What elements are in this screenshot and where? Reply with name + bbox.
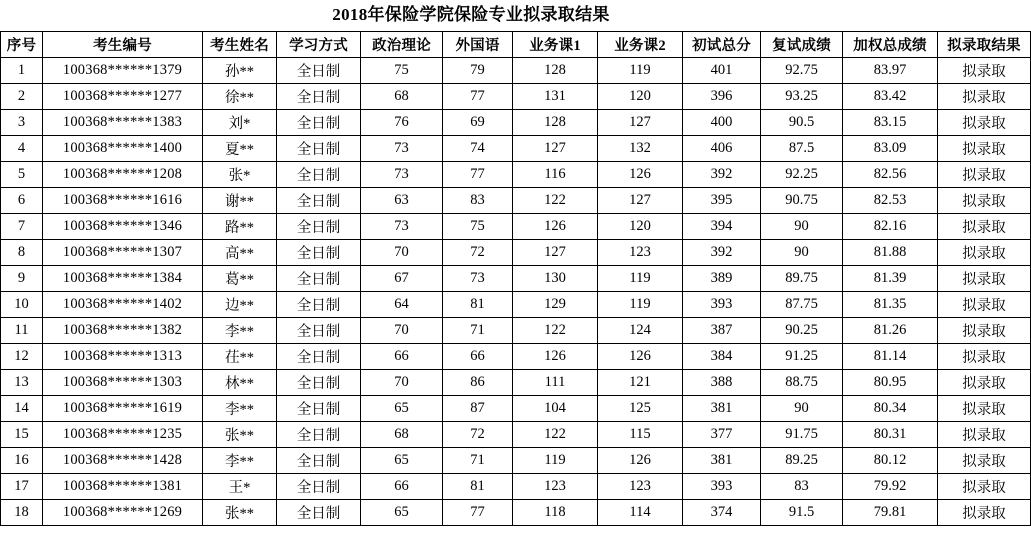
table-cell: 100368******1313 — [43, 344, 203, 370]
table-cell: 拟录取 — [938, 110, 1031, 136]
column-header-politics: 政治理论 — [361, 32, 443, 58]
table-cell: 119 — [513, 448, 598, 474]
table-cell: 115 — [598, 422, 683, 448]
table-cell: 91.25 — [761, 344, 843, 370]
table-row — [1, 396, 1031, 422]
table-cell: 全日制 — [277, 58, 361, 84]
table-cell: 70 — [361, 370, 443, 396]
table-cell: 12 — [1, 344, 43, 370]
table-cell: 谢** — [203, 188, 277, 214]
table-cell: 121 — [598, 370, 683, 396]
table-cell: 全日制 — [277, 396, 361, 422]
table-cell: 374 — [683, 500, 761, 526]
table-cell: 126 — [513, 344, 598, 370]
table-cell: 83.15 — [843, 110, 938, 136]
table-cell: 7 — [1, 214, 43, 240]
table-cell: 81.35 — [843, 292, 938, 318]
table-cell: 夏** — [203, 136, 277, 162]
table-cell: 100368******1400 — [43, 136, 203, 162]
table-cell: 18 — [1, 500, 43, 526]
column-header-index: 序号 — [1, 32, 43, 58]
table-row — [1, 266, 1031, 292]
table-cell: 90 — [761, 240, 843, 266]
table-cell: 82.53 — [843, 188, 938, 214]
table-cell: 全日制 — [277, 344, 361, 370]
table-cell: 90.75 — [761, 188, 843, 214]
table-row — [1, 110, 1031, 136]
table-cell: 120 — [598, 214, 683, 240]
table-cell: 129 — [513, 292, 598, 318]
table-cell: 77 — [443, 500, 513, 526]
table-cell: 80.12 — [843, 448, 938, 474]
table-cell: 87.5 — [761, 136, 843, 162]
table-row — [1, 370, 1031, 396]
table-cell: 90.25 — [761, 318, 843, 344]
table-cell: 100368******1381 — [43, 474, 203, 500]
table-cell: 100368******1616 — [43, 188, 203, 214]
table-cell: 全日制 — [277, 240, 361, 266]
table-cell: 路** — [203, 214, 277, 240]
table-cell: 86 — [443, 370, 513, 396]
table-cell: 104 — [513, 396, 598, 422]
table-cell: 91.5 — [761, 500, 843, 526]
table-cell: 132 — [598, 136, 683, 162]
table-cell: 拟录取 — [938, 422, 1031, 448]
table-cell: 130 — [513, 266, 598, 292]
table-cell: 100368******1307 — [43, 240, 203, 266]
table-cell: 100368******1383 — [43, 110, 203, 136]
table-cell: 林** — [203, 370, 277, 396]
table-cell: 李** — [203, 396, 277, 422]
table-cell: 全日制 — [277, 136, 361, 162]
table-cell: 76 — [361, 110, 443, 136]
table-cell: 401 — [683, 58, 761, 84]
table-cell: 73 — [361, 162, 443, 188]
table-cell: 128 — [513, 58, 598, 84]
table-cell: 全日制 — [277, 500, 361, 526]
table-cell: 边** — [203, 292, 277, 318]
table-cell: 88.75 — [761, 370, 843, 396]
table-cell: 17 — [1, 474, 43, 500]
table-cell: 全日制 — [277, 370, 361, 396]
table-cell: 李** — [203, 448, 277, 474]
table-cell: 384 — [683, 344, 761, 370]
table-cell: 127 — [513, 240, 598, 266]
table-cell: 15 — [1, 422, 43, 448]
table-cell: 127 — [598, 110, 683, 136]
table-cell: 65 — [361, 500, 443, 526]
table-cell: 387 — [683, 318, 761, 344]
table-cell: 拟录取 — [938, 162, 1031, 188]
table-cell: 100368******1208 — [43, 162, 203, 188]
table-cell: 全日制 — [277, 448, 361, 474]
table-cell: 王* — [203, 474, 277, 500]
table-cell: 81.26 — [843, 318, 938, 344]
table-cell: 全日制 — [277, 422, 361, 448]
table-cell: 120 — [598, 84, 683, 110]
table-cell: 72 — [443, 240, 513, 266]
table-cell: 81.39 — [843, 266, 938, 292]
table-cell: 100368******1235 — [43, 422, 203, 448]
column-header-foreign-language: 外国语 — [443, 32, 513, 58]
table-cell: 100368******1619 — [43, 396, 203, 422]
table-cell: 388 — [683, 370, 761, 396]
table-cell: 125 — [598, 396, 683, 422]
admission-results-table — [0, 31, 1031, 526]
table-row — [1, 318, 1031, 344]
table-cell: 拟录取 — [938, 84, 1031, 110]
table-cell: 392 — [683, 162, 761, 188]
table-cell: 张* — [203, 162, 277, 188]
table-cell: 74 — [443, 136, 513, 162]
table-cell: 127 — [598, 188, 683, 214]
table-cell: 406 — [683, 136, 761, 162]
table-cell: 122 — [513, 422, 598, 448]
table-cell: 全日制 — [277, 162, 361, 188]
table-cell: 81 — [443, 474, 513, 500]
table-cell: 茌** — [203, 344, 277, 370]
table-cell: 122 — [513, 318, 598, 344]
table-cell: 90 — [761, 396, 843, 422]
table-cell: 14 — [1, 396, 43, 422]
table-cell: 400 — [683, 110, 761, 136]
table-row — [1, 188, 1031, 214]
table-cell: 刘* — [203, 110, 277, 136]
table-cell: 全日制 — [277, 318, 361, 344]
column-header-retest-score: 复试成绩 — [761, 32, 843, 58]
table-cell: 拟录取 — [938, 318, 1031, 344]
table-cell: 3 — [1, 110, 43, 136]
table-cell: 122 — [513, 188, 598, 214]
table-row — [1, 162, 1031, 188]
column-header-candidate-code: 考生编号 — [43, 32, 203, 58]
table-cell: 100368******1269 — [43, 500, 203, 526]
table-cell: 100368******1277 — [43, 84, 203, 110]
table-cell: 100368******1346 — [43, 214, 203, 240]
column-header-business-course-2: 业务课2 — [598, 32, 683, 58]
table-cell: 拟录取 — [938, 188, 1031, 214]
table-cell: 拟录取 — [938, 370, 1031, 396]
table-cell: 徐** — [203, 84, 277, 110]
table-cell: 118 — [513, 500, 598, 526]
table-cell: 393 — [683, 474, 761, 500]
table-cell: 10 — [1, 292, 43, 318]
table-cell: 高** — [203, 240, 277, 266]
table-cell: 70 — [361, 240, 443, 266]
page-title: 2018年保险学院保险专业拟录取结果 — [332, 5, 610, 24]
table-cell: 92.25 — [761, 162, 843, 188]
table-cell: 拟录取 — [938, 500, 1031, 526]
table-cell: 9 — [1, 266, 43, 292]
table-cell: 64 — [361, 292, 443, 318]
table-cell: 80.95 — [843, 370, 938, 396]
column-header-candidate-name: 考生姓名 — [203, 32, 277, 58]
table-cell: 张** — [203, 500, 277, 526]
table-row — [1, 214, 1031, 240]
table-row — [1, 84, 1031, 110]
table-cell: 69 — [443, 110, 513, 136]
table-cell: 377 — [683, 422, 761, 448]
table-cell: 70 — [361, 318, 443, 344]
table-cell: 100368******1428 — [43, 448, 203, 474]
table-cell: 126 — [598, 162, 683, 188]
table-cell: 83.42 — [843, 84, 938, 110]
table-cell: 67 — [361, 266, 443, 292]
table-cell: 100368******1303 — [43, 370, 203, 396]
table-cell: 81.14 — [843, 344, 938, 370]
table-cell: 全日制 — [277, 292, 361, 318]
table-cell: 111 — [513, 370, 598, 396]
table-cell: 116 — [513, 162, 598, 188]
table-cell: 拟录取 — [938, 448, 1031, 474]
column-header-study-mode: 学习方式 — [277, 32, 361, 58]
table-cell: 75 — [361, 58, 443, 84]
table-cell: 119 — [598, 266, 683, 292]
table-cell: 8 — [1, 240, 43, 266]
table-cell: 124 — [598, 318, 683, 344]
table-cell: 11 — [1, 318, 43, 344]
table-cell: 83 — [443, 188, 513, 214]
table-cell: 81.88 — [843, 240, 938, 266]
table-cell: 87.75 — [761, 292, 843, 318]
table-cell: 381 — [683, 396, 761, 422]
table-cell: 全日制 — [277, 214, 361, 240]
table-cell: 119 — [598, 292, 683, 318]
table-cell: 拟录取 — [938, 214, 1031, 240]
table-cell: 66 — [361, 474, 443, 500]
column-header-initial-total: 初试总分 — [683, 32, 761, 58]
table-cell: 77 — [443, 162, 513, 188]
table-row — [1, 136, 1031, 162]
table-cell: 396 — [683, 84, 761, 110]
table-cell: 100368******1402 — [43, 292, 203, 318]
table-cell: 123 — [513, 474, 598, 500]
table-cell: 123 — [598, 474, 683, 500]
table-cell: 82.16 — [843, 214, 938, 240]
table-cell: 392 — [683, 240, 761, 266]
table-row — [1, 448, 1031, 474]
table-row — [1, 240, 1031, 266]
table-cell: 2 — [1, 84, 43, 110]
table-cell: 126 — [598, 344, 683, 370]
table-cell: 83 — [761, 474, 843, 500]
table-cell: 拟录取 — [938, 292, 1031, 318]
table-cell: 全日制 — [277, 188, 361, 214]
table-cell: 389 — [683, 266, 761, 292]
table-cell: 100368******1382 — [43, 318, 203, 344]
table-cell: 126 — [513, 214, 598, 240]
table-row — [1, 344, 1031, 370]
table-cell: 4 — [1, 136, 43, 162]
table-cell: 全日制 — [277, 266, 361, 292]
table-row — [1, 474, 1031, 500]
table-cell: 拟录取 — [938, 240, 1031, 266]
table-cell: 1 — [1, 58, 43, 84]
table-cell: 81 — [443, 292, 513, 318]
table-cell: 68 — [361, 84, 443, 110]
table-cell: 66 — [361, 344, 443, 370]
table-cell: 71 — [443, 318, 513, 344]
table-cell: 90.5 — [761, 110, 843, 136]
table-cell: 拟录取 — [938, 136, 1031, 162]
table-cell: 拟录取 — [938, 58, 1031, 84]
table-row — [1, 422, 1031, 448]
table-cell: 395 — [683, 188, 761, 214]
table-cell: 82.56 — [843, 162, 938, 188]
table-cell: 66 — [443, 344, 513, 370]
table-cell: 126 — [598, 448, 683, 474]
table-cell: 孙** — [203, 58, 277, 84]
table-cell: 90 — [761, 214, 843, 240]
table-cell: 77 — [443, 84, 513, 110]
table-cell: 93.25 — [761, 84, 843, 110]
table-cell: 65 — [361, 448, 443, 474]
table-cell: 13 — [1, 370, 43, 396]
table-cell: 73 — [361, 214, 443, 240]
table-cell: 83.09 — [843, 136, 938, 162]
table-cell: 123 — [598, 240, 683, 266]
table-cell: 393 — [683, 292, 761, 318]
table-cell: 葛** — [203, 266, 277, 292]
table-cell: 6 — [1, 188, 43, 214]
table-header-row — [1, 32, 1031, 58]
table-row — [1, 292, 1031, 318]
table-cell: 127 — [513, 136, 598, 162]
table-cell: 100368******1384 — [43, 266, 203, 292]
table-cell: 80.34 — [843, 396, 938, 422]
table-cell: 87 — [443, 396, 513, 422]
table-cell: 全日制 — [277, 110, 361, 136]
table-cell: 92.75 — [761, 58, 843, 84]
column-header-business-course-1: 业务课1 — [513, 32, 598, 58]
table-row — [1, 500, 1031, 526]
table-cell: 79.81 — [843, 500, 938, 526]
table-cell: 李** — [203, 318, 277, 344]
table-cell: 全日制 — [277, 474, 361, 500]
column-header-weighted-total: 加权总成绩 — [843, 32, 938, 58]
table-cell: 381 — [683, 448, 761, 474]
table-cell: 100368******1379 — [43, 58, 203, 84]
column-header-admission-result: 拟录取结果 — [938, 32, 1031, 58]
table-cell: 83.97 — [843, 58, 938, 84]
table-cell: 72 — [443, 422, 513, 448]
table-cell: 79.92 — [843, 474, 938, 500]
table-cell: 75 — [443, 214, 513, 240]
table-cell: 89.75 — [761, 266, 843, 292]
table-cell: 拟录取 — [938, 266, 1031, 292]
table-cell: 65 — [361, 396, 443, 422]
table-cell: 拟录取 — [938, 344, 1031, 370]
table-cell: 119 — [598, 58, 683, 84]
table-cell: 71 — [443, 448, 513, 474]
table-cell: 5 — [1, 162, 43, 188]
table-cell: 拟录取 — [938, 396, 1031, 422]
table-cell: 全日制 — [277, 84, 361, 110]
table-cell: 79 — [443, 58, 513, 84]
table-cell: 80.31 — [843, 422, 938, 448]
table-cell: 91.75 — [761, 422, 843, 448]
table-cell: 73 — [443, 266, 513, 292]
table-cell: 73 — [361, 136, 443, 162]
table-cell: 131 — [513, 84, 598, 110]
table-cell: 张** — [203, 422, 277, 448]
table-cell: 128 — [513, 110, 598, 136]
table-cell: 114 — [598, 500, 683, 526]
table-row — [1, 58, 1031, 84]
table-cell: 68 — [361, 422, 443, 448]
table-cell: 63 — [361, 188, 443, 214]
table-cell: 拟录取 — [938, 474, 1031, 500]
table-cell: 89.25 — [761, 448, 843, 474]
table-cell: 394 — [683, 214, 761, 240]
table-cell: 16 — [1, 448, 43, 474]
